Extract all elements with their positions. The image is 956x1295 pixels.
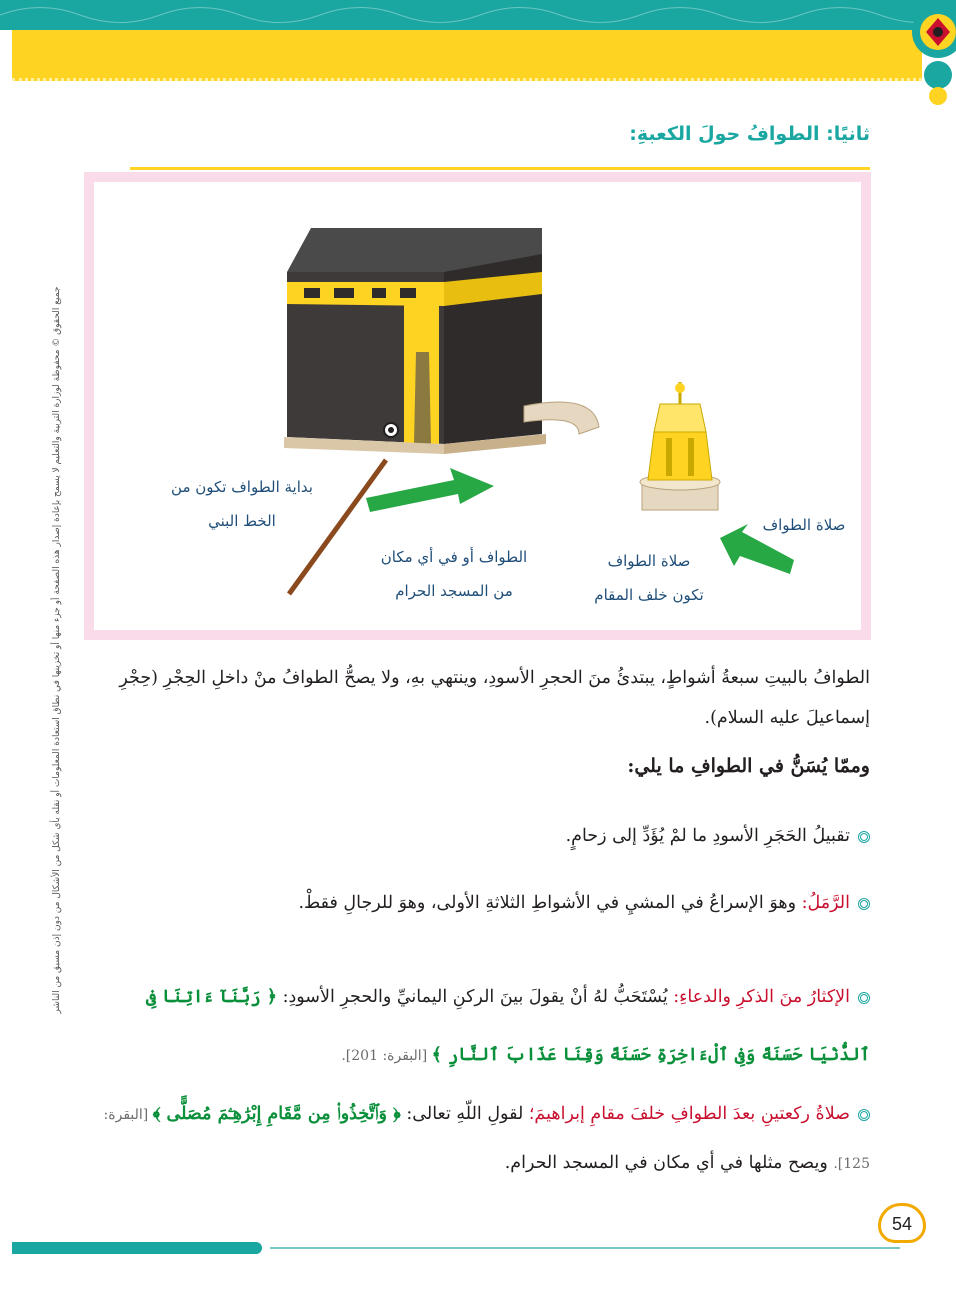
tawaf-arrow-icon xyxy=(366,468,494,512)
bullet-text: يُسْتَحَبُّ لهُ أنْ يقولَ بينَ الركنِ اليمانيِّ والحجرِ الأسودِ: xyxy=(277,987,674,1007)
maqam-ibrahim-icon xyxy=(640,382,720,510)
bullet-icon xyxy=(858,1109,870,1121)
bullet-text: وهوَ الإسراعُ في المشيِ في الأشواطِ الثلاثةِ الأولى، وهوَ للرجالِ فقطْ. xyxy=(298,893,802,913)
header-pattern xyxy=(0,0,956,30)
verse-reference: [البقرة: 201]. xyxy=(341,1048,432,1064)
kaaba-icon xyxy=(284,228,546,454)
label-start-point: بداية الطواف تكون من الخط البني xyxy=(171,478,313,530)
corner-emblem-icon xyxy=(894,0,956,110)
label-maqam: صلاة الطواف تكون خلف المقام xyxy=(594,552,704,604)
bullet-term: الرَّمَلُ: xyxy=(801,893,850,913)
quran-verse: ﴿ وَٱتَّخِذُوا۟ مِن مَّقَامِ إِبْرَٰهِـۧمَ مُصَلًّى ﴾ xyxy=(152,1104,401,1124)
bullet-text: لقولِ اللّهِ تعالى: xyxy=(400,1104,529,1124)
bullet-icon xyxy=(858,992,870,1004)
bullet-tail: ويصح مثلها في أي مكان في المسجد الحرام. xyxy=(504,1153,834,1173)
tawaf-definition: الطوافُ بالبيتِ سبعةُ أشواطٍ، يبتدئُ منَ الحجرِ الأسودِ، وينتهي بهِ، ولا يصحُّ الطوافُ منْ داخلِ الحِجْرِ (حِجْرِ إسماعيلَ عليه السلام). xyxy=(119,668,870,728)
list-item xyxy=(80,1090,870,1188)
sunnah-heading: وممّا يُسَنُّ في الطوافِ ما يلي: xyxy=(627,755,870,777)
bullet-text: تقبيلُ الحَجَرِ الأسودِ ما لمْ يُؤَدِّ إلى زحامٍ. xyxy=(565,826,850,846)
verse-reference: [البقرة: 125]. xyxy=(103,1107,870,1172)
copyright-note: جميع الحقوق © محفوظة لوزارة التربية والتعليم لا يسمح بإعادة إصدار هذه الصفحة أو جزء منها أو تخزينها في نطاق استعادة المعلومات أو نقله بأي شكل من الأشكال من دون إذن مسبق من الناشر xyxy=(52,286,62,1014)
label-prayer: صلاة الطواف xyxy=(762,516,846,534)
page-number: 54 xyxy=(878,1203,926,1243)
header-yellow-band xyxy=(12,30,922,81)
section-underline xyxy=(130,167,870,170)
list-item xyxy=(80,893,870,913)
bullet-term: صلاةُ ركعتينِ بعدَ الطوافِ خلفَ مقامِ إبراهيمَ؛ xyxy=(528,1104,850,1124)
quran-verse: ﴿ رَبَّنَآ ءَاتِنَا فِى ٱلدُّنْيَا حَسَنَةً وَفِى ٱلْءَاخِرَةِ حَسَنَةً وَقِنَا عَذَابَ ٱلنَّارِ ﴾ xyxy=(145,987,870,1065)
section-title: ثانيًا: الطوافُ حولَ الكعبةِ: xyxy=(629,123,870,145)
bullet-icon xyxy=(858,898,870,910)
list-item xyxy=(80,968,870,1085)
bullet-icon xyxy=(858,831,870,843)
footer-line xyxy=(270,1247,900,1249)
label-anywhere: الطواف أو في أي مكان من المسجد الحرام xyxy=(380,548,528,600)
bullet-term: الإكثارُ منَ الذكرِ والدعاءِ: xyxy=(673,987,850,1007)
kaaba-figure-frame xyxy=(84,172,871,640)
list-item xyxy=(80,826,870,846)
kaaba-figure xyxy=(94,182,861,630)
footer-bar xyxy=(12,1242,262,1254)
